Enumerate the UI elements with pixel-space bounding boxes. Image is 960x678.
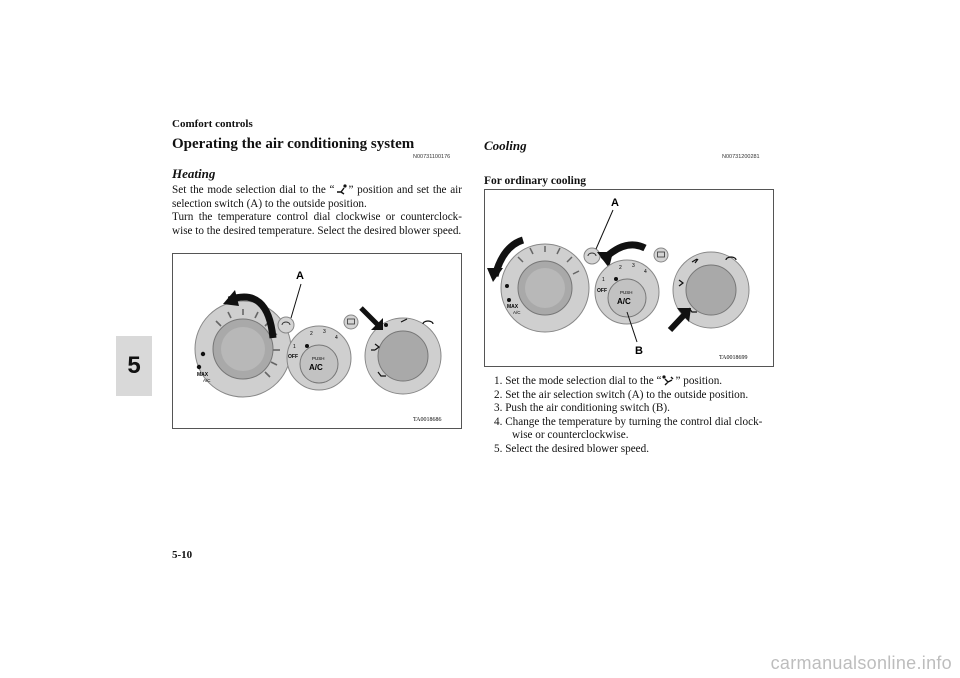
fan-speed-2: 2 [619, 265, 622, 271]
max-label: MAX [197, 372, 209, 378]
label-a: A [611, 197, 619, 209]
list-item: 1. Set the mode selection dial to the “ ” position. [494, 375, 723, 387]
windshield-defrost-icon [423, 321, 433, 324]
list-item: 4. Change the temperature by turning the control dial clock-wise or counterclockwise. [494, 415, 763, 441]
floor-vent-icon [335, 184, 349, 195]
ac-button-label: A/C [617, 297, 631, 306]
page-title: Operating the air conditioning system [172, 136, 415, 152]
list-item: 5. Select the desired blower speed. [494, 442, 650, 455]
cooling-steps [484, 375, 774, 456]
section-header: Comfort controls [172, 118, 253, 130]
fan-speed-3: 3 [632, 263, 635, 269]
ac-button-label: A/C [309, 363, 323, 372]
title-code: N00731100176 [413, 154, 451, 160]
chapter-tab [116, 336, 152, 396]
rear-defrost-button [344, 315, 358, 329]
air-selection-switch [584, 248, 600, 264]
fan-speed-4: 4 [644, 269, 647, 275]
list-item: 2. Set the air selection switch (A) to the outside position. [494, 388, 749, 401]
max-ac-label: A/C [203, 378, 211, 383]
max-label: MAX [507, 304, 519, 310]
leader-line-a [291, 284, 301, 318]
off-label: OFF [288, 354, 298, 360]
cooling-figure [484, 189, 774, 367]
fan-speed-1: 1 [602, 277, 605, 283]
face-vent-icon [661, 375, 675, 386]
fan-speed-2: 2 [310, 331, 313, 337]
max-ac-label: A/C [513, 310, 521, 315]
rear-defrost-button [654, 248, 668, 262]
push-label: PUSH [620, 290, 633, 295]
figure-id: TA0018686 [413, 417, 442, 423]
mode-arrow [670, 314, 685, 330]
cooling-heading: Cooling [484, 138, 527, 153]
heating-figure [172, 253, 462, 429]
label-b: B [635, 345, 643, 357]
leader-line-a [596, 210, 613, 249]
page-number: 5-10 [172, 549, 193, 561]
air-selection-switch [278, 317, 294, 333]
cooling-code: N00731200281 [722, 154, 760, 160]
fan-speed-3: 3 [323, 329, 326, 335]
chapter-number: 5 [127, 352, 141, 379]
fan-speed-4: 4 [335, 335, 338, 341]
arrow-head [223, 290, 239, 306]
list-item: 3. Push the air conditioning switch (B). [494, 402, 670, 414]
label-a: A [296, 270, 304, 282]
figure-id: TA0018699 [719, 355, 748, 361]
fan-speed-1: 1 [293, 344, 296, 350]
temperature-dial [501, 244, 589, 332]
mode-arrow [361, 308, 379, 326]
heating-paragraph: Set the mode selection dial to the “ ” position and set the air selection switch (A) to the outside position. Turn the temperature control dial clockwise or counterclock-wise to the desired temperature. Select the desired blower speed. [172, 184, 462, 237]
heating-heading: Heating [172, 166, 216, 181]
ordinary-cooling-heading: For ordinary cooling [484, 175, 587, 187]
cooling-controls-illustration [485, 190, 773, 366]
heating-controls-illustration [173, 254, 461, 428]
push-label: PUSH [312, 356, 325, 361]
watermark: carmanualsonline.info [770, 653, 952, 673]
off-label: OFF [597, 288, 607, 294]
